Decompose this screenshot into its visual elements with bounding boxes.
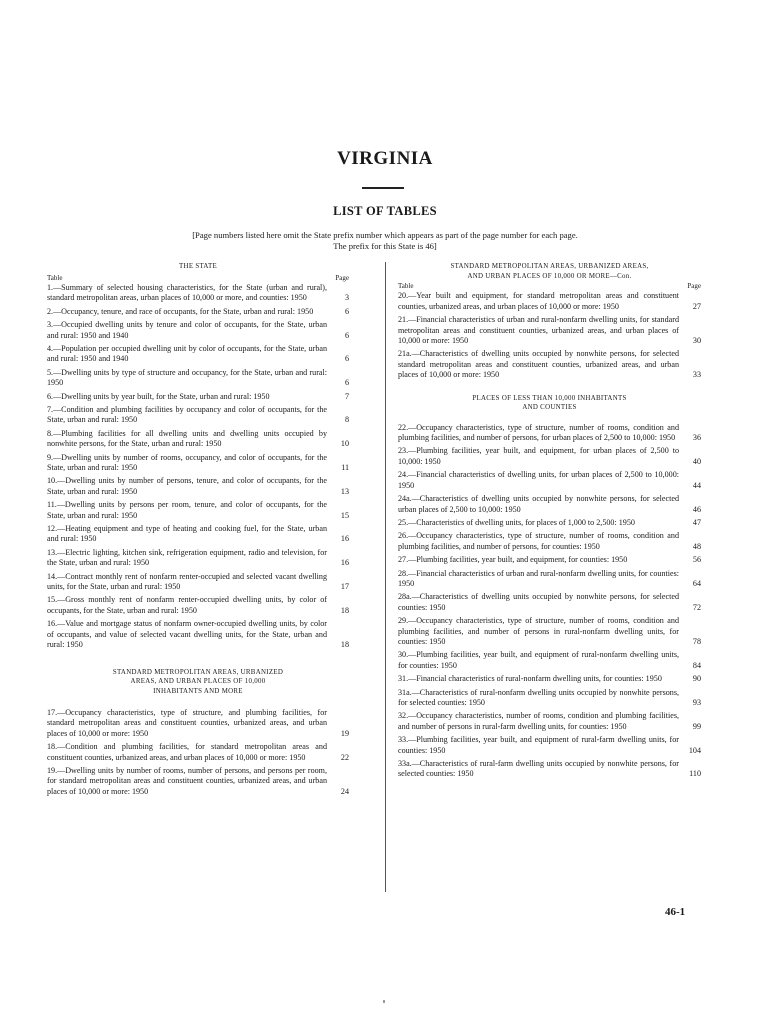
table-entry-title: 1.—Summary of selected housing characteristics, for the State (urban and rural), standard metropolitan areas, urban places of 10,000 or more, and counties: 1950	[47, 282, 327, 303]
table-entry-title: 20.—Year built and equipment, for standard metropolitan areas and constituent counties, urbanized areas, and urban places of 10,000 or more: 1950	[398, 291, 679, 311]
prefix-note-line-2: The prefix for this State is 46]	[333, 241, 437, 251]
table-entry	[47, 392, 349, 402]
table-entry-page: 27	[692, 301, 701, 311]
table-entry-title: 19.—Dwelling units by number of rooms, number of persons, and persons per room, for standard metropolitan areas and constituent counties, urbanized areas, and urban places of 10,000 or more: 1950	[47, 766, 327, 796]
table-entry-title: 5.—Dwelling units by type of structure and occupancy, for the State, urban and rural: 1950	[47, 367, 327, 388]
table-entry	[398, 650, 701, 671]
section-heading-the-state: THE STATE	[179, 263, 217, 270]
table-entry	[398, 349, 701, 380]
state-title: VIRGINIA	[337, 148, 433, 169]
table-entry-title: 14.—Contract monthly rent of nonfarm renter-occupied and selected vacant dwelling units, for the State, urban and rural: 1950	[47, 571, 327, 592]
scan-speck	[383, 1000, 385, 1003]
table-entry-page: 13	[340, 486, 349, 496]
table-entry-title: 24.—Financial characteristics of dwelling units, for urban places of 2,500 to 10,000: 1950	[398, 470, 679, 490]
table-entry-title: 6.—Dwelling units by year built, for the State, urban and rural: 1950	[47, 391, 270, 401]
table-entry-page: 90	[692, 674, 701, 684]
state-tables-list	[47, 283, 349, 651]
table-entry	[398, 592, 701, 613]
table-entry	[47, 766, 349, 797]
table-entry-title: 29.—Occupancy characteristics, type of structure, number of rooms, condition and plumbing facilities, and number of persons in rural-nonfarm dwelling units, for counties: 1950	[398, 616, 679, 646]
table-entry-page: 6	[344, 330, 349, 340]
column-divider	[385, 262, 386, 892]
table-entry-title: 28.—Financial characteristics of urban and rural-nonfarm dwelling units, for counties: 1950	[398, 568, 679, 588]
table-entry-title: 22.—Occupancy characteristics, type of structure, number of rooms, condition and plumbing facilities, and number of persons, for urban places of 2,500 to 10,000: 1950	[398, 422, 679, 443]
table-entry	[47, 524, 349, 545]
table-entry-page: 36	[692, 433, 701, 443]
table-entry	[47, 572, 349, 593]
table-entry	[398, 759, 701, 780]
table-entry-title: 7.—Condition and plumbing facilities by occupancy and color of occupants, for the State, urban and rural: 1950	[47, 404, 327, 425]
table-entry-title: 24a.—Characteristics of dwelling units occupied by nonwhite persons, for selected urban places of 2,500 to 10,000: 1950	[398, 494, 679, 514]
table-entry	[398, 315, 701, 346]
table-entry-page: 8	[344, 415, 349, 425]
table-entry-page: 11	[341, 463, 349, 472]
section-heading-sma	[47, 668, 349, 697]
table-entry-title: 12.—Heating equipment and type of heating and cooking fuel, for the State, urban and rural: 1950	[47, 524, 327, 544]
table-entry-title: 9.—Dwelling units by number of rooms, occupancy, and color of occupants, for the State, urban and rural: 1950	[47, 452, 327, 472]
table-entry-page: 22	[340, 752, 349, 762]
table-entry-title: 33.—Plumbing facilities, year built, and equipment of rural-farm dwelling units, for counties: 1950	[398, 735, 679, 755]
table-entry	[398, 518, 701, 528]
table-entry	[398, 555, 701, 565]
table-entry-title: 3.—Occupied dwelling units by tenure and color of occupants, for the State, urban and rural: 1950 and 1940	[47, 320, 327, 340]
table-entry	[47, 429, 349, 450]
column-headers	[47, 273, 349, 283]
table-entry	[47, 619, 349, 650]
table-entry	[47, 320, 349, 341]
table-entry	[398, 470, 701, 491]
table-entry	[398, 291, 701, 312]
section-heading-line: AREAS, AND URBAN PLACES OF 10,000	[130, 678, 266, 685]
left-column	[47, 262, 349, 800]
table-entry-page: 56	[692, 555, 701, 565]
table-entry-title: 27.—Plumbing facilities, year built, and equipment, for counties: 1950	[398, 555, 628, 565]
table-entry	[398, 531, 701, 552]
table-entry-page: 6	[344, 354, 349, 364]
section-heading-line: STANDARD METROPOLITAN AREAS, URBANIZED AREAS,	[450, 263, 649, 270]
table-entry-page: 17	[340, 582, 349, 592]
title-rule	[362, 187, 404, 189]
table-entry-page: 64	[692, 578, 701, 588]
table-entry-title: 11.—Dwelling units by persons per room, tenure, and color of occupants, for the State, urban and rural: 1950	[47, 500, 327, 520]
page-column-header: Page	[335, 273, 349, 282]
table-entry-page: 84	[692, 660, 701, 670]
table-entry-title: 21.—Financial characteristics of urban and rural-nonfarm dwelling units, for standard metropolitan areas and constituent counties, urbanized areas, and urban places of 10,000 or more: 1950	[398, 315, 679, 346]
table-entry	[47, 476, 349, 497]
table-entry-page: 40	[692, 456, 701, 466]
table-entry	[47, 453, 349, 474]
list-title: LIST OF TABLES	[333, 204, 437, 218]
table-entry	[47, 405, 349, 426]
table-entry	[398, 423, 701, 444]
places-tables-list	[398, 423, 701, 780]
table-column-header: Table	[398, 282, 414, 290]
table-entry-title: 17.—Occupancy characteristics, type of structure, and plumbing facilities, for standard metropolitan areas and constituent counties, urbanized areas, and urban places of 10,000 or more: 1950	[47, 708, 327, 738]
table-entry-title: 15.—Gross monthly rent of nonfarm renter-occupied dwelling units, by color of occupants, for the State, urban and rural: 1950	[47, 595, 327, 615]
table-entry-page: 104	[688, 745, 701, 755]
table-entry-title: 4.—Population per occupied dwelling unit by color of occupants, for the State, urban and rural: 1950 and 1940	[47, 343, 327, 364]
table-entry-page: 110	[689, 769, 701, 779]
table-entry-title: 33a.—Characteristics of rural-farm dwelling units occupied by nonwhite persons, for selected counties: 1950	[398, 759, 679, 779]
table-entry	[398, 616, 701, 647]
table-entry	[47, 283, 349, 304]
table-entry-page: 72	[692, 602, 701, 612]
table-entry	[47, 500, 349, 521]
right-column	[398, 262, 701, 783]
table-entry-page: 44	[692, 480, 701, 490]
table-entry-page: 30	[692, 336, 701, 346]
table-entry-page: 16	[340, 534, 349, 544]
table-column-header: Table	[47, 273, 63, 282]
page-folio: 46-1	[665, 906, 686, 918]
table-entry-title: 28a.—Characteristics of dwelling units occupied by nonwhite persons, for selected counties: 1950	[398, 592, 679, 612]
table-entry-page: 47	[692, 517, 701, 527]
table-entry-page: 46	[692, 504, 701, 514]
table-entry-title: 21a.—Characteristics of dwelling units occupied by nonwhite persons, for selected standard metropolitan areas and constituent counties, urbanized areas, and urban places of 10,000 or more: 1950	[398, 349, 679, 380]
table-entry	[398, 735, 701, 756]
table-entry	[47, 368, 349, 389]
sma-continued-tables-list	[398, 291, 701, 380]
table-entry-page: 99	[692, 721, 701, 731]
table-entry-page: 16	[340, 558, 349, 568]
table-entry-page: 18	[340, 640, 349, 650]
table-entry	[398, 674, 701, 684]
table-entry	[398, 569, 701, 590]
table-entry-page: 48	[692, 541, 701, 551]
section-heading-line: AND URBAN PLACES OF 10,000 OR MORE—Con.	[467, 272, 632, 280]
table-entry-page: 3	[344, 293, 349, 303]
table-entry-title: 8.—Plumbing facilities for all dwelling units and dwelling units occupied by nonwhite persons, for the State, urban and rural: 1950	[47, 428, 327, 449]
table-entry-page: 33	[692, 370, 701, 380]
table-entry-page: 7	[344, 391, 349, 401]
table-entry	[398, 494, 701, 515]
table-entry	[398, 688, 701, 709]
table-entry-page: 18	[340, 605, 349, 615]
table-entry	[47, 595, 349, 616]
table-entry-page: 10	[340, 439, 349, 449]
table-entry-page: 15	[340, 510, 349, 520]
table-entry	[47, 548, 349, 569]
table-entry-title: 13.—Electric lighting, kitchen sink, refrigeration equipment, radio and television, for the State, urban and rural: 1950	[47, 547, 327, 568]
table-entry-title: 31a.—Characteristics of rural-nonfarm dwelling units occupied by nonwhite persons, for selected counties: 1950	[398, 687, 679, 707]
table-entry	[47, 344, 349, 365]
table-entry-title: 30.—Plumbing facilities, year built, and equipment of rural-nonfarm dwelling units, for counties: 1950	[398, 650, 679, 670]
table-entry-title: 23.—Plumbing facilities, year built, and equipment, for urban places of 2,500 to 10,000: 1950	[398, 446, 679, 466]
table-entry-title: 2.—Occupancy, tenure, and race of occupants, for the State, urban and rural: 1950	[47, 306, 314, 316]
prefix-note-line-1: [Page numbers listed here omit the State prefix number which appears as part of the page number for each page.	[192, 230, 578, 240]
sma-tables-list	[47, 708, 349, 797]
table-entry	[47, 708, 349, 739]
column-headers	[398, 281, 701, 291]
table-entry-title: 18.—Condition and plumbing facilities, for standard metropolitan areas and constituent counties, urbanized areas, and urban places of 10,000 or more: 1950	[47, 742, 327, 762]
table-entry	[398, 446, 701, 467]
section-heading-line: PLACES OF LESS THAN 10,000 INHABITANTS	[472, 394, 627, 402]
table-entry-title: 26.—Occupancy characteristics, type of structure, number of rooms, condition and plumbing facilities, and number of persons, for counties: 1950	[398, 531, 679, 551]
table-entry-title: 25.—Characteristics of dwelling units, for places of 1,000 to 2,500: 1950	[398, 517, 635, 527]
section-heading-line: AND COUNTIES	[522, 404, 577, 412]
table-entry-title: 31.—Financial characteristics of rural-nonfarm dwelling units, for counties: 1950	[398, 674, 662, 684]
table-entry-page: 93	[692, 698, 701, 707]
table-entry-page: 6	[344, 306, 349, 316]
section-heading-places-less-than-10000	[398, 394, 701, 413]
prefix-note	[100, 230, 670, 252]
table-entry-title: 10.—Dwelling units by number of persons, tenure, and color of occupants, for the State, urban and rural: 1950	[47, 476, 327, 496]
table-entry	[398, 711, 701, 732]
page-column-header: Page	[687, 282, 701, 290]
table-entry	[47, 742, 349, 763]
table-entry-page: 24	[340, 786, 349, 796]
section-heading-line: INHABITANTS AND MORE	[153, 687, 243, 695]
table-entry-page: 78	[692, 636, 701, 646]
table-entry-page: 19	[340, 728, 349, 738]
section-heading-line: STANDARD METROPOLITAN AREAS, URBANIZED	[112, 668, 284, 676]
section-heading-sma-continued	[398, 262, 701, 281]
table-entry-title: 32.—Occupancy characteristics, number of rooms, condition and plumbing facilities, and number of persons in rural-farm dwelling units, for counties: 1950	[398, 711, 679, 731]
table-entry-page: 6	[344, 378, 349, 388]
table-entry	[47, 307, 349, 317]
table-entry-title: 16.—Value and mortgage status of nonfarm owner-occupied dwelling units, by color of occupants, and value of selected vacant dwelling units, for the State, urban and rural: 1950	[47, 619, 327, 650]
